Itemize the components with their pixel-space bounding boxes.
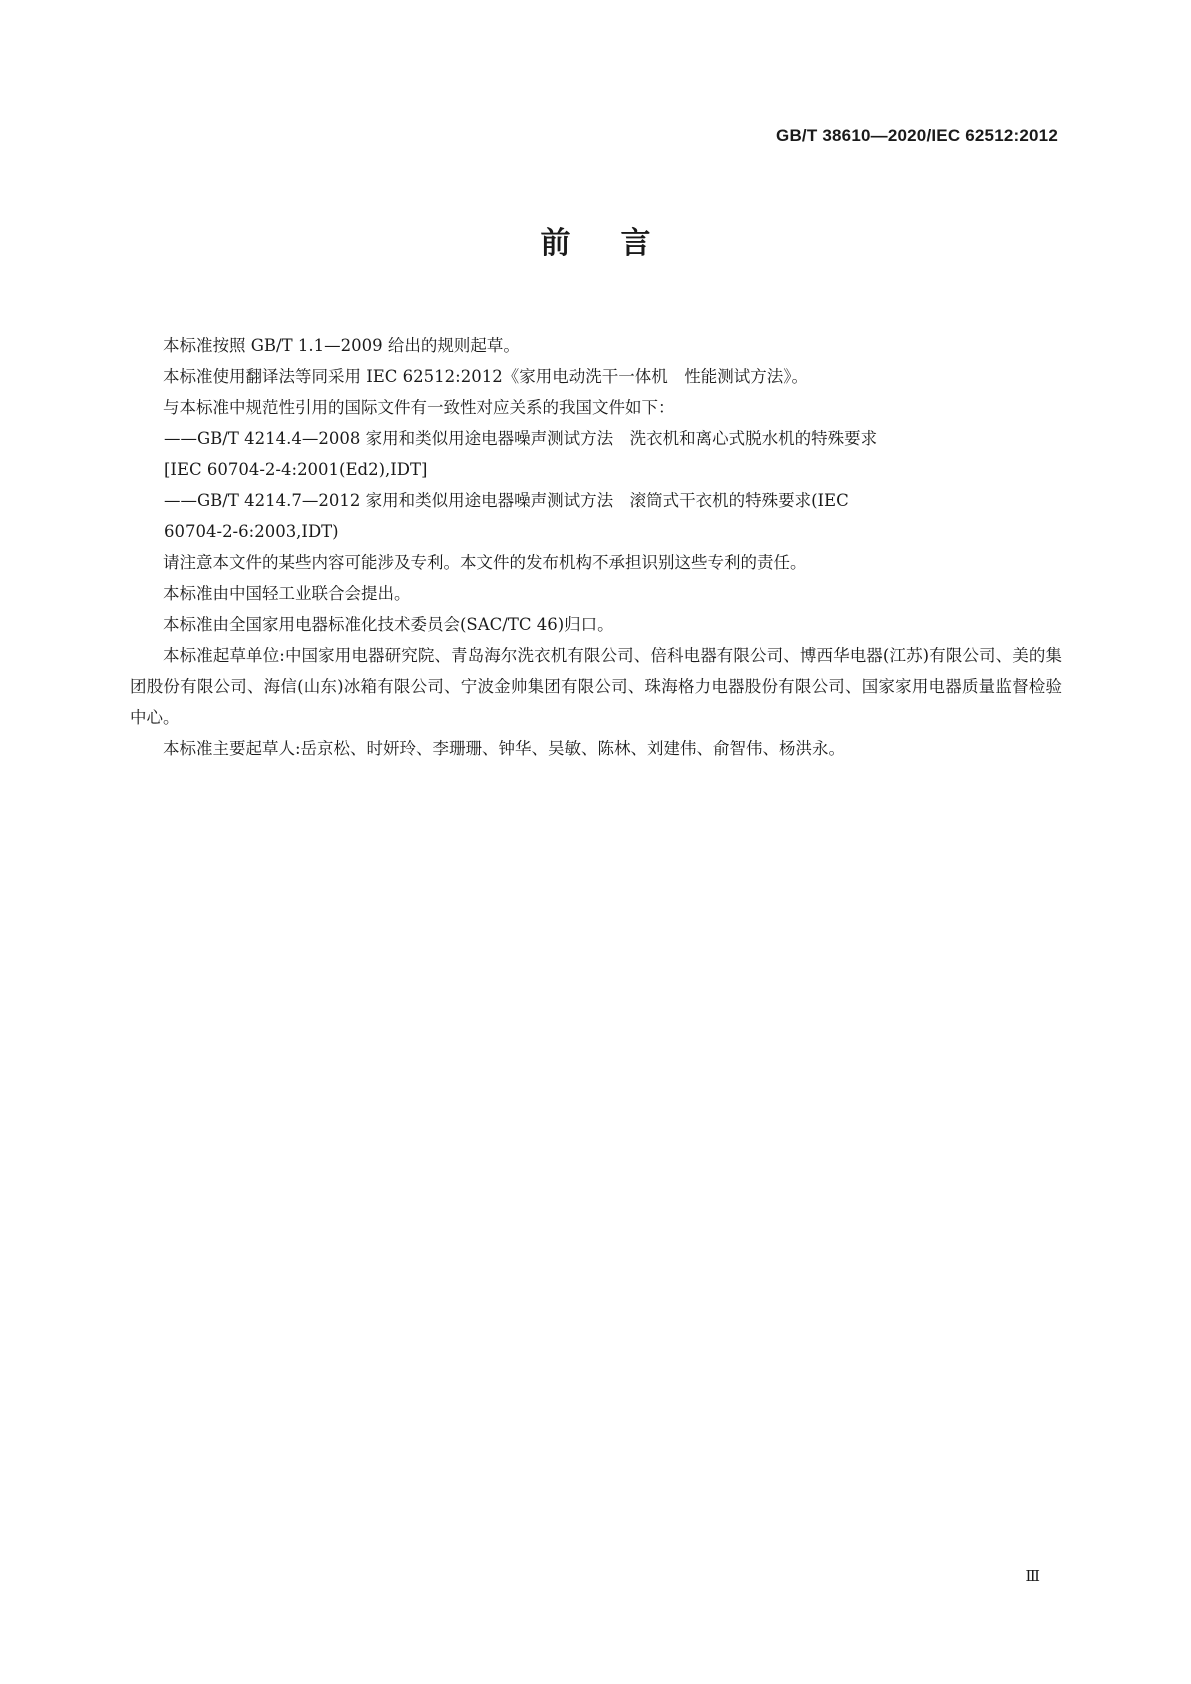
paragraph: 本标准按照 GB/T 1.1—2009 给出的规则起草。 (163, 336, 520, 355)
list-item (130, 423, 1062, 485)
list-item-line: 60704-2-6:2003,IDT) (164, 522, 339, 541)
paragraph: 请注意本文件的某些内容可能涉及专利。本文件的发布机构不承担识别这些专利的责任。 (163, 553, 807, 572)
list-item-line: [IEC 60704-2-4:2001(Ed2),IDT] (164, 460, 428, 479)
paragraph: 与本标准中规范性引用的国际文件有一致性对应关系的我国文件如下： (163, 398, 675, 417)
list-item (130, 485, 1062, 547)
page-number: Ⅲ (1025, 1567, 1040, 1585)
list-item-line: ——GB/T 4214.4—2008 家用和类似用途电器噪声测试方法 洗衣机和离心式脱水机的特殊要求 (164, 429, 878, 448)
paragraph: 本标准由中国轻工业联合会提出。 (163, 584, 411, 603)
standard-number: GB/T 38610—2020/IEC 62512:2012 (776, 126, 1058, 145)
document-body (130, 330, 1062, 764)
list-item-line: ——GB/T 4214.7—2012 家用和类似用途电器噪声测试方法 滚筒式干衣机的特殊要求(IEC (164, 491, 849, 510)
paragraph: 本标准由全国家用电器标准化技术委员会(SAC/TC 46)归口。 (163, 615, 614, 634)
paragraph: 本标准起草单位:中国家用电器研究院、青岛海尔洗衣机有限公司、倍科电器有限公司、博西华电器(江苏)有限公司、美的集团股份有限公司、海信(山东)冰箱有限公司、宁波金帅集团有限公司、珠海格力电器股份有限公司、国家家用电器质量监督检验中心。 (130, 646, 1062, 727)
paragraph: 本标准主要起草人:岳京松、时妍玲、李珊珊、钟华、吴敏、陈林、刘建伟、俞智伟、杨洪永。 (163, 739, 846, 758)
paragraph: 本标准使用翻译法等同采用 IEC 62512:2012《家用电动洗干一体机 性能测试方法》。 (163, 367, 808, 386)
page-title: 前言 (540, 226, 701, 261)
